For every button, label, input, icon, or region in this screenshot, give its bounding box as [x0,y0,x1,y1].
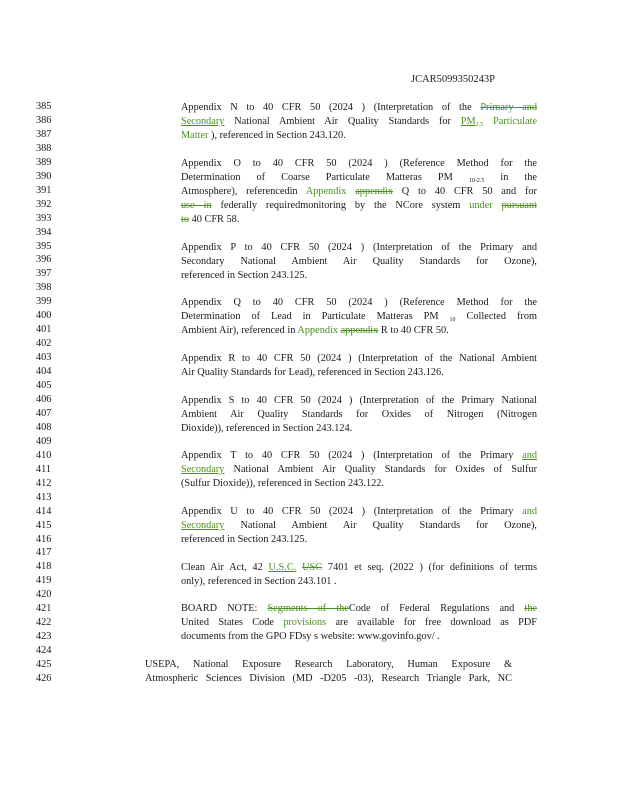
clean-air-act-line-1: Clean Air Act, 42 U.S.C. USC 7401 et seq. (2022 ) (for definitions of terms [181,562,537,573]
line-number: 405 [36,380,52,391]
appendix-o-line-5: to 40 CFR 58. [181,214,240,225]
appendix-o-line-1: Appendix O to 40 CFR 50 (2024 ) (Reference Method for the [181,158,537,169]
appendix-u-line-3: referenced in Section 243.125. [181,534,308,545]
line-number: 416 [36,533,52,545]
clean-air-act-line-2: only), referenced in Section 243.101 . [181,576,337,587]
line-number: 413 [36,491,52,503]
board-note-line-3: documents from the GPO FDsy s website: www.govinfo.gov/ . [181,631,440,642]
appendix-o-line-2: Determination of Coarse Particulate Matteras PM 10-2.5 in the [181,172,538,184]
line-number: 401 [36,324,52,336]
line-number: 409 [36,435,52,447]
appendix-o-line-4: use in federally requiredmonitoring by the NCore system under pursuant [181,200,537,211]
usepa-line-2: Atmospheric Sciences Division (MD -D205 -03), Research Triangle Park, NC [145,673,512,684]
line-number: 403 [36,352,52,364]
line-number: 410 [36,449,52,461]
appendix-r-line-1: Appendix R to 40 CFR 50 (2024 ) (Interpretation of the National Ambient [181,353,537,364]
line-number: 387 [36,128,52,140]
board-note-line-1: BOARD NOTE: Segments of theCode of Federal Regulations and the [181,603,538,614]
board-note-line-2: United States Code provisions are available for free download as PDF [181,617,537,628]
line-number: 389 [36,156,52,168]
line-number: 399 [36,296,52,308]
appendix-s-line-2: Ambient Air Quality Standards for Oxides of Nitrogen (Nitrogen [181,409,537,420]
appendix-o-line-3: Atmosphere), referencedin Appendix appendix Q to 40 CFR 50 and for [181,186,537,197]
appendix-t-line-1: Appendix T to 40 CFR 50 (2024 ) (Interpretation of the Primary and [181,450,538,461]
line-number: 414 [36,505,52,517]
line-number: 397 [36,268,52,280]
appendix-n-line-2: Secondary National Ambient Air Quality Standards for PM2.5 Particulate [181,116,538,128]
appendix-p-line-1: Appendix P to 40 CFR 50 (2024 ) (Interpretation of the Primary and [181,242,537,253]
line-number: 404 [36,366,52,378]
line-number: 391 [36,184,52,196]
line-number: 394 [36,226,52,238]
line-number: 415 [36,519,52,531]
line-number: 395 [36,240,52,252]
appendix-u-line-1: Appendix U to 40 CFR 50 (2024 ) (Interpretation of the Primary and [181,506,537,517]
line-number: 400 [36,310,52,322]
line-number: 406 [36,393,52,405]
appendix-r-line-2: Air Quality Standards for Lead), referenced in Section 243.126. [181,367,444,378]
line-number: 417 [36,547,52,559]
line-number: 420 [36,589,52,601]
appendix-p-line-2: Secondary National Ambient Air Quality Standards for Ozone), [181,256,537,267]
line-number: 418 [36,561,52,573]
appendix-q-line-1: Appendix Q to 40 CFR 50 (2024 ) (Reference Method for the [181,297,537,308]
document-id-header: JCAR5099350243P [411,74,496,85]
line-number: 426 [36,672,52,684]
appendix-n-line-1: Appendix N to 40 CFR 50 (2024 ) (Interpretation of the Primary and [181,102,537,113]
line-number: 423 [36,631,52,643]
appendix-q-line-2: Determination of Lead in Particulate Matteras PM 10 Collected from [181,311,537,323]
appendix-p-line-3: referenced in Section 243.125. [181,270,308,281]
line-number: 396 [36,254,52,266]
line-number: 385 [36,101,52,112]
line-number: 425 [36,659,52,670]
line-number: 421 [36,603,52,615]
line-number: 424 [36,645,52,656]
appendix-s-line-1: Appendix S to 40 CFR 50 (2024 ) (Interpretation of the Primary National [181,395,537,406]
usepa-line-1: USEPA, National Exposure Research Laboratory, Human Exposure & [145,659,512,670]
appendix-t-line-2: Secondary National Ambient Air Quality Standards for Oxides of Sulfur [181,464,538,475]
line-number: 386 [36,115,52,126]
line-number: 407 [36,407,52,419]
line-number: 390 [36,170,52,182]
appendix-n-line-3: Matter ), referenced in Section 243.120. [181,130,346,141]
appendix-u-line-2: Secondary National Ambient Air Quality Standards for Ozone), [181,520,537,531]
line-number: 422 [36,617,52,629]
line-number: 398 [36,282,52,294]
line-number: 408 [36,421,52,433]
line-number: 392 [36,198,52,210]
appendix-t-line-3: (Sulfur Dioxide)), referenced in Section 243.122. [181,478,385,489]
line-number: 419 [36,575,52,587]
appendix-s-line-3: Dioxide)), referenced in Section 243.124. [181,423,353,434]
line-number: 388 [36,142,52,154]
appendix-q-line-3: Ambient Air), referenced in Appendix appendix R to 40 CFR 50. [181,325,449,336]
line-number: 402 [36,338,52,350]
line-number: 393 [36,212,52,224]
line-number: 411 [36,463,52,475]
line-number: 412 [36,477,52,489]
